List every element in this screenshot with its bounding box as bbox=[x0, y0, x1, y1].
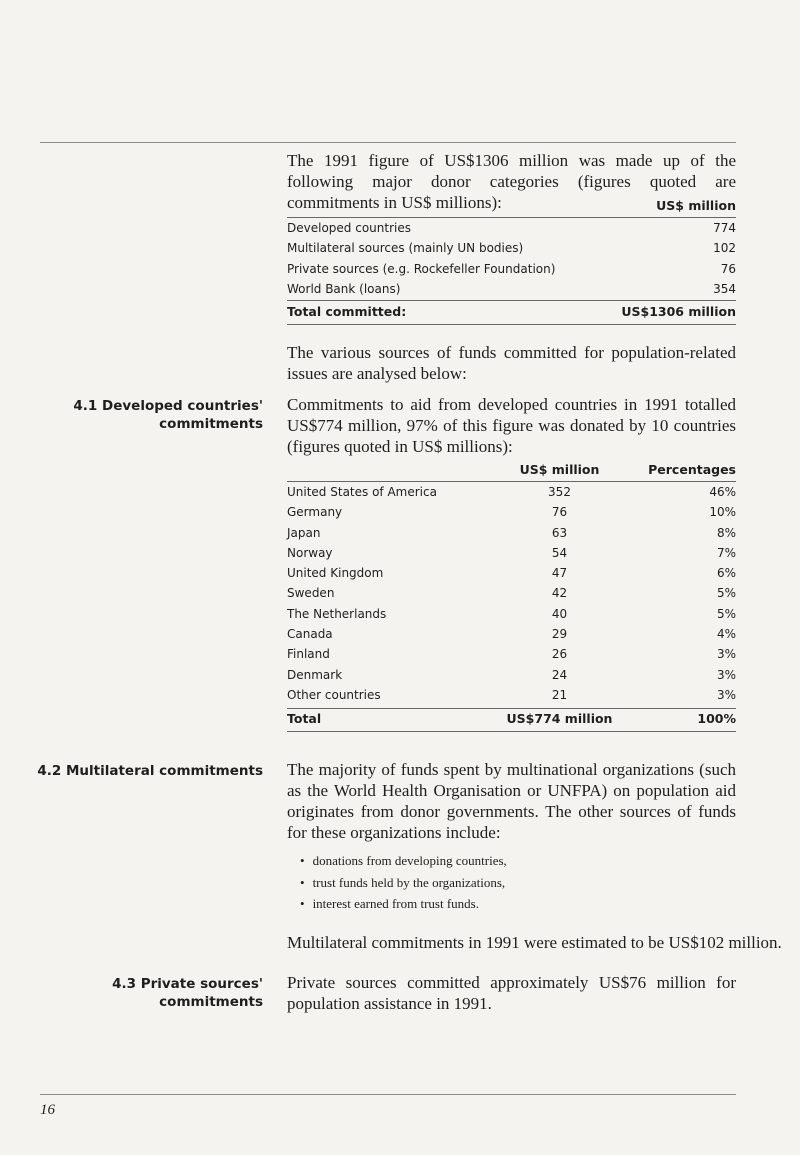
category-label: World Bank (loans) bbox=[287, 281, 401, 296]
list-item: • trust funds held by the organizations, bbox=[300, 872, 507, 894]
section-4-3-paragraph: Private sources committed approximately US$76 million for population assistance in 1991. bbox=[287, 973, 736, 1013]
total-label: Total bbox=[287, 711, 322, 726]
country-percentage: 3% bbox=[716, 647, 736, 662]
country-name: United Kingdom bbox=[287, 566, 384, 581]
country-name: Japan bbox=[287, 525, 321, 540]
table-row bbox=[287, 482, 736, 502]
intro-paragraph: The 1991 figure of US$1306 million was made up of the following major donor categories (figures quoted are commitments in US$ millions): bbox=[287, 151, 736, 212]
table-row bbox=[287, 644, 736, 664]
country-amount: 24 bbox=[551, 667, 568, 682]
country-amount: 21 bbox=[551, 687, 568, 702]
country-amount: 76 bbox=[551, 505, 568, 520]
table-row bbox=[287, 502, 736, 522]
country-amount: 352 bbox=[548, 485, 571, 499]
table-row bbox=[287, 543, 736, 563]
country-amount: 42 bbox=[551, 586, 568, 601]
section-4-3-heading bbox=[112, 975, 263, 1011]
table-total-row bbox=[287, 302, 736, 322]
section-heading-line: 4.2 Multilateral commitments bbox=[37, 763, 263, 779]
table-rule bbox=[287, 300, 736, 301]
table-header bbox=[287, 196, 736, 216]
total-percentage: 100% bbox=[697, 711, 736, 726]
country-amount: 47 bbox=[551, 566, 568, 581]
table-row bbox=[287, 604, 736, 624]
table-row bbox=[287, 259, 736, 279]
category-label: Developed countries bbox=[287, 221, 411, 235]
total-value: US$1306 million bbox=[621, 304, 736, 319]
table-total-row bbox=[287, 709, 736, 729]
table-row bbox=[287, 583, 736, 603]
section-heading-line: 4.1 Developed countries' bbox=[73, 398, 263, 414]
country-name: United States of America bbox=[287, 485, 437, 499]
column-header-amount: US$ million bbox=[519, 462, 600, 477]
country-amount: 26 bbox=[551, 647, 568, 662]
total-label: Total committed: bbox=[287, 304, 407, 319]
section-heading-line: 4.3 Private sources' bbox=[112, 976, 263, 992]
section-heading-line: commitments bbox=[159, 416, 263, 432]
country-percentage: 3% bbox=[716, 687, 736, 702]
table-header bbox=[287, 460, 736, 480]
country-percentage: 7% bbox=[716, 545, 736, 560]
section-4-1-heading bbox=[73, 397, 263, 433]
list-item: • donations from developing countries, bbox=[300, 850, 507, 872]
table-row bbox=[287, 218, 736, 238]
country-amount: 29 bbox=[551, 627, 568, 642]
country-percentage: 4% bbox=[716, 627, 736, 642]
category-value: 102 bbox=[713, 241, 736, 256]
section-4-2-paragraph: The majority of funds spent by multinational organizations (such as the World Health Organisation or UNFPA) on population aid originates from donor governments. The other sources of funds for these organizations include: bbox=[287, 760, 736, 842]
country-percentage: 5% bbox=[716, 606, 736, 621]
top-rule bbox=[40, 142, 736, 143]
list-item: • interest earned from trust funds. bbox=[300, 893, 507, 915]
category-label: Multilateral sources (mainly UN bodies) bbox=[287, 241, 524, 256]
column-header-percentages: Percentages bbox=[648, 462, 736, 477]
category-label: Private sources (e.g. Rockefeller Foundation) bbox=[287, 261, 556, 276]
funding-sources-list bbox=[300, 850, 507, 915]
bottom-rule bbox=[40, 1094, 736, 1095]
country-name: Denmark bbox=[287, 667, 343, 682]
country-percentage: 5% bbox=[716, 586, 736, 601]
section-4-2-heading bbox=[37, 762, 263, 780]
donor-category-table bbox=[287, 196, 736, 319]
country-name: Canada bbox=[287, 627, 333, 642]
total-amount: US$774 million bbox=[506, 711, 613, 726]
country-name: Norway bbox=[287, 545, 333, 560]
country-percentage: 6% bbox=[716, 566, 736, 581]
multilateral-closing: Multilateral commitments in 1991 were estimated to be US$102 million. bbox=[287, 933, 782, 952]
category-value: 774 bbox=[713, 221, 736, 235]
country-amount: 63 bbox=[551, 525, 568, 540]
category-value: 354 bbox=[713, 281, 736, 296]
country-name: Other countries bbox=[287, 687, 381, 702]
table-row bbox=[287, 523, 736, 543]
country-name: Germany bbox=[287, 505, 343, 520]
table-row bbox=[287, 238, 736, 258]
table-row bbox=[287, 665, 736, 685]
country-name: Finland bbox=[287, 647, 330, 662]
page-number: 16 bbox=[40, 1102, 55, 1118]
country-percentage: 10% bbox=[709, 505, 736, 520]
country-amount: 40 bbox=[551, 606, 568, 621]
category-value: 76 bbox=[720, 261, 736, 276]
analysed-paragraph: The various sources of funds committed for population-related issues are analysed below: bbox=[287, 343, 736, 383]
table-rule bbox=[287, 324, 736, 325]
country-percentage: 8% bbox=[716, 525, 736, 540]
country-amount: 54 bbox=[551, 545, 568, 560]
column-header-amount: US$ million bbox=[656, 198, 736, 213]
country-commitments-table bbox=[287, 460, 736, 726]
section-heading-line: commitments bbox=[159, 994, 263, 1010]
country-name: Sweden bbox=[287, 586, 335, 601]
table-row bbox=[287, 563, 736, 583]
table-row bbox=[287, 685, 736, 705]
table-rule bbox=[287, 731, 736, 732]
country-percentage: 46% bbox=[709, 485, 736, 499]
country-percentage: 3% bbox=[716, 667, 736, 682]
table-row bbox=[287, 624, 736, 644]
table-row bbox=[287, 279, 736, 299]
section-4-1-paragraph: Commitments to aid from developed countries in 1991 totalled US$774 million, 97% of this figure was donated by 10 countries (figures quoted in US$ millions): bbox=[287, 395, 736, 456]
country-name: The Netherlands bbox=[287, 606, 387, 621]
